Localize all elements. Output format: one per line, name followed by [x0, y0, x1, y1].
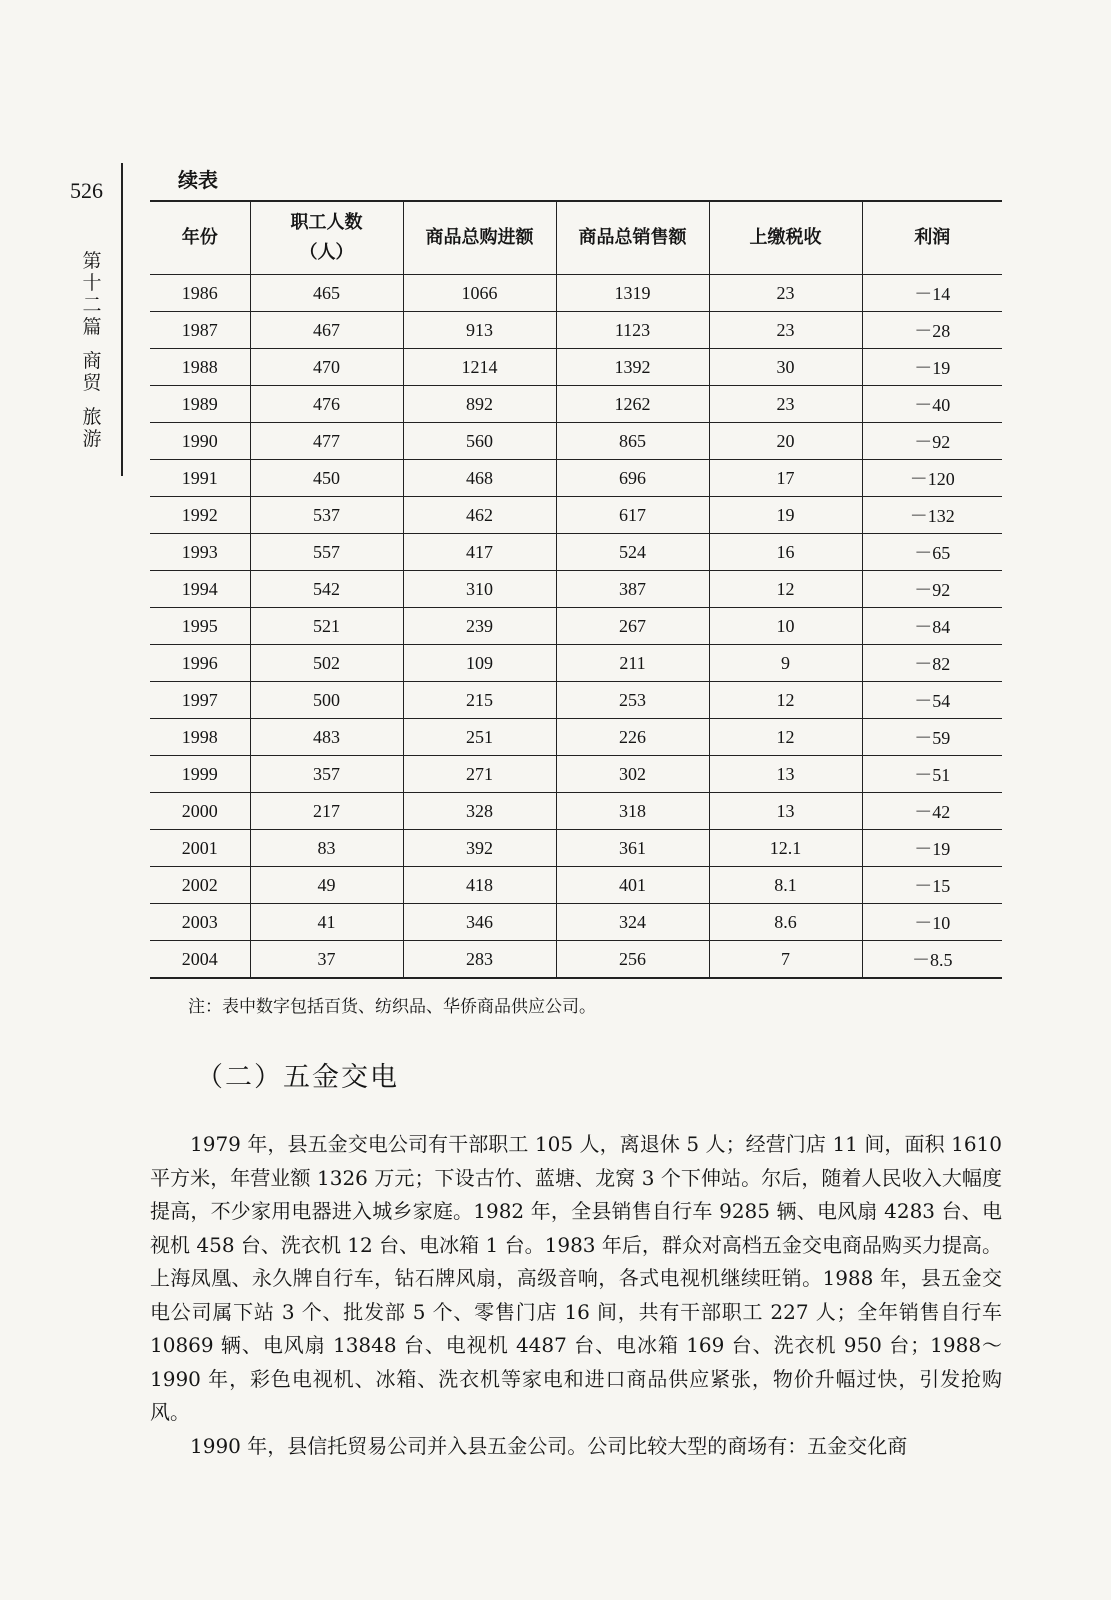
table-cell: 361 [556, 830, 709, 867]
table-cell: 537 [250, 497, 403, 534]
table-cell: 12 [709, 682, 862, 719]
table-cell: 483 [250, 719, 403, 756]
table-cell: 450 [250, 460, 403, 497]
table-cell: 12 [709, 571, 862, 608]
table-cell: 696 [556, 460, 709, 497]
table-cell: －65 [862, 534, 1002, 571]
table-cell: 217 [250, 793, 403, 830]
header-total-purchases: 商品总购进额 [403, 201, 556, 275]
table-row [150, 423, 1002, 460]
table-cell: 12 [709, 719, 862, 756]
side-title-char: 十 [82, 272, 102, 294]
paragraph: 1990 年，县信托贸易公司并入县五金公司。公司比较大型的商场有：五金交化商 [190, 1433, 908, 1458]
side-title-char: 篇 [82, 316, 102, 338]
table-cell: 1992 [150, 497, 250, 534]
table-cell: －54 [862, 682, 1002, 719]
table-cell: 560 [403, 423, 556, 460]
table-row [150, 497, 1002, 534]
table-cell: 8.6 [709, 904, 862, 941]
table-cell: 10 [709, 608, 862, 645]
table-cell: 865 [556, 423, 709, 460]
table-cell: 1988 [150, 349, 250, 386]
side-title-char: 商 [82, 350, 102, 372]
table-cell: 502 [250, 645, 403, 682]
table-cell: 1319 [556, 275, 709, 312]
table-row [150, 275, 1002, 312]
table-cell: 318 [556, 793, 709, 830]
table-cell: 283 [403, 941, 556, 979]
table-row [150, 645, 1002, 682]
table-cell: 387 [556, 571, 709, 608]
table-cell: 470 [250, 349, 403, 386]
table-row [150, 867, 1002, 904]
table-cell: 30 [709, 349, 862, 386]
table-row [150, 534, 1002, 571]
table-cell: 215 [403, 682, 556, 719]
table-cell: 83 [250, 830, 403, 867]
table-cell: 253 [556, 682, 709, 719]
header-year: 年份 [150, 201, 250, 275]
table-cell: 557 [250, 534, 403, 571]
table-cell: 9 [709, 645, 862, 682]
table-cell: 1989 [150, 386, 250, 423]
table-cell: 2003 [150, 904, 250, 941]
side-title-char: 游 [82, 428, 102, 450]
table-cell: 267 [556, 608, 709, 645]
table-cell: －42 [862, 793, 1002, 830]
table-cell: 1993 [150, 534, 250, 571]
table-cell: 324 [556, 904, 709, 941]
table-header-row [150, 201, 1002, 275]
table-cell: －92 [862, 423, 1002, 460]
table-cell: 1997 [150, 682, 250, 719]
table-cell: 462 [403, 497, 556, 534]
table-cell: －132 [862, 497, 1002, 534]
table-cell: 1262 [556, 386, 709, 423]
table-row [150, 719, 1002, 756]
table-cell: 13 [709, 756, 862, 793]
table-cell: 8.1 [709, 867, 862, 904]
margin-divider [121, 163, 123, 476]
table-cell: －59 [862, 719, 1002, 756]
table-cell: 2001 [150, 830, 250, 867]
statistics-table [150, 200, 1002, 979]
side-title-char: 旅 [82, 406, 102, 428]
table-cell: －51 [862, 756, 1002, 793]
table-cell: 1987 [150, 312, 250, 349]
table-note: 注：表中数字包括百货、纺织品、华侨商品供应公司。 [188, 997, 596, 1017]
header-staff-count: 职工人数 （人） [250, 201, 403, 275]
table-cell: －19 [862, 830, 1002, 867]
table-cell: 2004 [150, 941, 250, 979]
table-cell: 23 [709, 275, 862, 312]
table-cell: 16 [709, 534, 862, 571]
side-title-char: 第 [82, 250, 102, 272]
table-cell: 1123 [556, 312, 709, 349]
table-cell: 346 [403, 904, 556, 941]
table-row [150, 830, 1002, 867]
table-cell: 477 [250, 423, 403, 460]
header-taxes-paid: 上缴税收 [709, 201, 862, 275]
table-cell: 23 [709, 386, 862, 423]
table-row [150, 571, 1002, 608]
table-cell: 892 [403, 386, 556, 423]
table-cell: －28 [862, 312, 1002, 349]
table-cell: 1999 [150, 756, 250, 793]
table-row [150, 941, 1002, 979]
table-cell: 12.1 [709, 830, 862, 867]
section-body [150, 1128, 1002, 1463]
table-cell: 1995 [150, 608, 250, 645]
table-cell: 271 [403, 756, 556, 793]
table-cell: 465 [250, 275, 403, 312]
table-cell: －84 [862, 608, 1002, 645]
table-cell: 13 [709, 793, 862, 830]
table-cell: －40 [862, 386, 1002, 423]
table-cell: 1986 [150, 275, 250, 312]
table-cell: 256 [556, 941, 709, 979]
table-cell: －14 [862, 275, 1002, 312]
table-cell: 109 [403, 645, 556, 682]
table-cell: －82 [862, 645, 1002, 682]
table-cell: 328 [403, 793, 556, 830]
table-cell: 476 [250, 386, 403, 423]
table-cell: 2002 [150, 867, 250, 904]
table-cell: 417 [403, 534, 556, 571]
table-cell: 302 [556, 756, 709, 793]
table-cell: －120 [862, 460, 1002, 497]
table-cell: 1392 [556, 349, 709, 386]
table-cell: 418 [403, 867, 556, 904]
table-row [150, 904, 1002, 941]
table-row [150, 349, 1002, 386]
table-cell: －19 [862, 349, 1002, 386]
table-cell: 211 [556, 645, 709, 682]
header-profit: 利润 [862, 201, 1002, 275]
table-cell: －10 [862, 904, 1002, 941]
table-cell: 468 [403, 460, 556, 497]
table-row [150, 756, 1002, 793]
page-number: 526 [70, 178, 103, 203]
table-row [150, 312, 1002, 349]
table-cell: 357 [250, 756, 403, 793]
table-cell: 1066 [403, 275, 556, 312]
table-cell: 617 [556, 497, 709, 534]
table-cell: 23 [709, 312, 862, 349]
table-cell: 226 [556, 719, 709, 756]
table-cell: 401 [556, 867, 709, 904]
table-cell: 17 [709, 460, 862, 497]
table-row [150, 608, 1002, 645]
table-cell: 310 [403, 571, 556, 608]
table-row [150, 682, 1002, 719]
table-cell: 467 [250, 312, 403, 349]
table-cell: 251 [403, 719, 556, 756]
table-cell: 1990 [150, 423, 250, 460]
table-cell: －15 [862, 867, 1002, 904]
table-cell: 913 [403, 312, 556, 349]
table-cell: 7 [709, 941, 862, 979]
chapter-side-title [80, 250, 104, 450]
table-cell: 1991 [150, 460, 250, 497]
table-cell: 19 [709, 497, 862, 534]
table-cell: 1996 [150, 645, 250, 682]
table-cell: 392 [403, 830, 556, 867]
side-title-char: 二 [82, 294, 102, 316]
side-title-char: 贸 [82, 372, 102, 394]
table-cell: 500 [250, 682, 403, 719]
table-cell: －8.5 [862, 941, 1002, 979]
table-cell: 49 [250, 867, 403, 904]
table-cell: 41 [250, 904, 403, 941]
table-cell: 239 [403, 608, 556, 645]
table-cell: 1998 [150, 719, 250, 756]
table-cell: 37 [250, 941, 403, 979]
paragraph: 1979 年，县五金交电公司有干部职工 105 人，离退休 5 人；经营门店 11 间，面积 1610 平方米，年营业额 1326 万元；下设古竹、蓝塘、龙窝 3 个下伸站。尔后，随着人民收入大幅度提高，不少家用电器进入城乡家庭。1982 年，全县销售自行车 9285 辆、电风扇 4283 台、电视机 458 台、洗衣机 12 台、电冰箱 1 台。1983 年后，群众对高档五金交电商品购买力提高。上海凤凰、永久牌自行车，钻石牌风扇，高级音响，各式电视机继续旺销。1988 年，县五金交电公司属下站 3 个、批发部 5 个、零售门店 16 间，共有干部职工 227 人；全年销售自行车 10869 辆、电风扇 13848 台、电视机 4487 台、电冰箱 169 台、洗衣机 950 台；1988～1990 年，彩色电视机、冰箱、洗衣机等家电和进口商品供应紧张，物价升幅过快，引发抢购风。 [150, 1132, 1002, 1424]
header-total-sales: 商品总销售额 [556, 201, 709, 275]
table-cell: 524 [556, 534, 709, 571]
table-row [150, 460, 1002, 497]
table-cell: 542 [250, 571, 403, 608]
table-cell: 1214 [403, 349, 556, 386]
table-cell: 2000 [150, 793, 250, 830]
table-cell: 521 [250, 608, 403, 645]
table-cell: －92 [862, 571, 1002, 608]
table-continued-label: 续表 [178, 168, 218, 192]
table-cell: 20 [709, 423, 862, 460]
table-row [150, 386, 1002, 423]
table-row [150, 793, 1002, 830]
table-cell: 1994 [150, 571, 250, 608]
section-heading: （二）五金交电 [196, 1062, 399, 1093]
